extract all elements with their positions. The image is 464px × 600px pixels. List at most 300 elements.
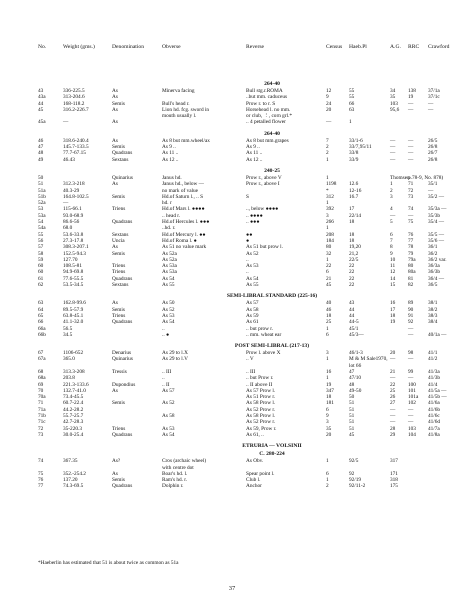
- cell-obverse: Minerva facing: [162, 88, 195, 94]
- cell-reverse: .. III: [246, 368, 256, 375]
- cell-denomination: Semis: [112, 477, 125, 484]
- cell-rrc: 74: [408, 206, 414, 213]
- cell-denomination: Uncia: [112, 237, 125, 244]
- cell-crawford: 38/2: [428, 306, 438, 313]
- cell-reverse: .. ●●●: [246, 219, 260, 226]
- cell-rrc: 138: [408, 88, 416, 94]
- cell-census: 1: [326, 200, 329, 207]
- cell-obverse: Hd.of Mercury l. ●●: [162, 231, 206, 238]
- cell-obverse: As 53a: [162, 269, 177, 276]
- cell-denomination: As?: [112, 458, 121, 465]
- cell-weight: 336-225.5: [63, 88, 85, 94]
- cell-census: 19: [326, 381, 332, 388]
- cell-no: 77: [38, 483, 44, 490]
- cell-haeb-pl: 49-50: [349, 387, 362, 394]
- cell-reverse: .., below ●●●●: [246, 206, 279, 213]
- cell-obverse: As 8 but mm.wheel/ax: [162, 137, 210, 144]
- cell-census: 6: [326, 470, 329, 477]
- cell-crawford: 41/5a —: [428, 387, 447, 394]
- section-heading: ETRURIA — VOLSINII: [242, 443, 302, 450]
- cell-obverse: Hd.of Roma l. ●: [162, 237, 197, 244]
- cell-crawford: 41/6c: [428, 413, 440, 420]
- cell-ag: —: [390, 150, 396, 157]
- cell-haeb-pl: 47: [349, 368, 355, 375]
- cell-denomination: As: [112, 300, 118, 307]
- header-census: Census: [326, 44, 343, 50]
- cell-rrc: 103: [408, 425, 416, 432]
- cell-crawford: 35/5 —: [428, 231, 445, 238]
- cell-weight: 77.6-55.5: [63, 275, 84, 282]
- cell-crawford: 41/1: [428, 350, 438, 357]
- cell-reverse: As 61, ..: [246, 431, 264, 438]
- cell-census: 347: [326, 387, 334, 394]
- cell-weight: 53.5-34.5: [63, 282, 84, 289]
- cell-weight: 152.5-94.3: [63, 250, 86, 257]
- table-row: [0, 332, 464, 338]
- cell-obverse: .. III: [162, 368, 172, 375]
- cell-no: 67: [38, 350, 44, 357]
- table-header: [0, 44, 464, 58]
- cell-no: 63: [38, 300, 44, 307]
- cell-denomination: Sextans: [112, 231, 129, 238]
- cell-no: 62: [38, 282, 44, 289]
- cell-ag: 18: [390, 312, 396, 319]
- cell-weight: 168-118.2: [63, 100, 85, 107]
- cell-denomination: Triens: [112, 263, 126, 270]
- cell-reverse: As 53: [246, 263, 259, 270]
- cell-crawford: 41/7a: [428, 425, 440, 432]
- cell-no: 74: [38, 458, 44, 465]
- cell-ag: —: [390, 156, 396, 163]
- cell-denomination: Quadrans: [112, 150, 133, 157]
- cell-haeb-pl: 18: [349, 219, 355, 226]
- cell-no: 44: [38, 100, 44, 107]
- cell-reverse: ●: [246, 237, 250, 244]
- cell-weight: 203.8: [63, 375, 75, 382]
- cell-obverse: Hd.of Saturn l., .. S: [162, 193, 204, 200]
- cell-rrc: 71: [408, 181, 414, 188]
- cell-weight: 312.3-218: [63, 181, 85, 188]
- cell-census: 1: [326, 477, 329, 484]
- cell-census: 6: [326, 331, 329, 338]
- cell-haeb-pl: 55: [349, 94, 355, 101]
- cell-weight: 44.2-28.2: [63, 406, 84, 413]
- cell-rrc: 104: [408, 431, 416, 438]
- cell-haeb-pl: 44: [349, 312, 355, 319]
- cell-haeb-pl: 18: [349, 237, 355, 244]
- cell-no: 51b: [38, 193, 46, 200]
- cell-no: 73: [38, 431, 44, 438]
- cell-haeb-pl: 19,20: [349, 244, 361, 251]
- cell-no: 53: [38, 206, 44, 213]
- cell-ag: 8: [390, 244, 393, 251]
- cell-weight: 68.0: [63, 225, 73, 232]
- cell-census: 35: [326, 425, 332, 432]
- cell-haeb-pl: 12-16: [349, 187, 362, 194]
- cell-census: 392: [326, 206, 334, 213]
- cell-no: 68a: [38, 375, 46, 382]
- cell-rrc: 79a: [408, 256, 416, 263]
- cell-no: 49: [38, 156, 44, 163]
- cell-obverse: As 53: [162, 312, 175, 319]
- cell-rrc: 73: [408, 193, 414, 200]
- section-heading: 264-40: [264, 130, 280, 137]
- cell-denomination: Semis: [112, 306, 125, 313]
- cell-census: 22: [326, 263, 332, 270]
- cell-rrc: 76: [408, 231, 414, 238]
- cell-haeb-pl: M & M Sale1970,: [349, 356, 388, 363]
- cell-crawford: 41/6a: [428, 400, 440, 407]
- cell-ag: 1: [390, 181, 393, 188]
- cell-haeb-pl: 92/5: [349, 458, 359, 465]
- cell-crawford: 36/2: [428, 250, 438, 257]
- cell-rrc: —: [408, 144, 414, 151]
- cell-crawford: 40/1a —: [428, 331, 447, 338]
- cell-obverse: As 51 no value mark: [162, 244, 207, 251]
- cell-haeb-pl: 55: [349, 88, 355, 94]
- cell-crawford: 36/3a: [428, 263, 440, 270]
- cell-ag: 35: [390, 94, 396, 101]
- cell-rrc: p.78-9, No. 878): [408, 174, 444, 181]
- cell-no: 60: [38, 269, 44, 276]
- cell-haeb-pl: 51: [349, 406, 355, 413]
- cell-no: 59: [38, 256, 44, 263]
- cell-reverse: As 58 Prow l.: [246, 413, 276, 420]
- cell-obverse: hd. r: [162, 200, 172, 207]
- cell-census: 266: [326, 219, 334, 226]
- cell-haeb-pl: lot 66: [349, 362, 362, 369]
- cell-obverse: Janus hd.: [162, 174, 182, 181]
- cell-denomination: Sextans: [112, 282, 129, 289]
- cell-no: 71b: [38, 413, 46, 420]
- cell-census: 1: [326, 225, 329, 232]
- cell-haeb-pl: 44-5: [349, 319, 359, 326]
- cell-ag: 3: [390, 193, 393, 200]
- header-obverse: Obverse: [162, 44, 181, 50]
- cell-census: 1: [326, 156, 329, 163]
- cell-weight: 115-66.1: [63, 206, 82, 213]
- cell-crawford: 37/1c: [428, 94, 440, 101]
- cell-rrc: 77: [408, 237, 414, 244]
- cell-weight: 313.3-208: [63, 368, 85, 375]
- cell-census: 1: [326, 174, 329, 181]
- table-row: [0, 119, 464, 125]
- cell-weight: 41.1-32.0: [63, 319, 84, 326]
- cell-weight: 318.6-240.4: [63, 137, 89, 144]
- cell-haeb-pl: 46/1-3: [349, 350, 363, 357]
- cell-no: 72: [38, 425, 44, 432]
- cell-ag: 11: [390, 263, 396, 270]
- cell-no: 54: [38, 219, 44, 226]
- cell-rrc: —: [408, 325, 414, 332]
- cell-obverse: mouth usually l.: [162, 113, 197, 120]
- cell-no: 66b: [38, 331, 46, 338]
- cell-ag: —: [390, 356, 396, 363]
- cell-obverse: As 52: [162, 400, 175, 407]
- cell-weight: 34.5: [63, 331, 73, 338]
- cell-crawford: 36/4 —: [428, 275, 445, 282]
- header-crawford: Crawford: [428, 44, 450, 50]
- cell-ag: 29: [390, 431, 396, 438]
- cell-haeb-pl: 12.6: [349, 181, 359, 188]
- cell-haeb-pl: 44: [349, 306, 355, 313]
- section-heading: POST SEMI-LIBRAL (217-13): [234, 343, 310, 350]
- cell-weight: —: [63, 119, 69, 126]
- cell-crawford: 41/2: [428, 356, 438, 363]
- cell-haeb-pl: 21,2: [349, 250, 359, 257]
- cell-ag: 175: [390, 483, 398, 490]
- cell-reverse: As 8 but mm.grapes: [246, 137, 289, 144]
- cell-ag: 318: [390, 477, 398, 484]
- cell-haeb-pl: 22: [349, 275, 355, 282]
- cell-reverse: Anchor: [246, 483, 262, 490]
- cell-crawford: 35/1: [428, 181, 438, 188]
- cell-no: 66: [38, 319, 44, 326]
- cell-obverse: .. II: [162, 381, 170, 388]
- cell-reverse: .. 4 petalled flower: [246, 119, 286, 126]
- cell-obverse: As 50: [162, 300, 175, 307]
- cell-obverse: As 52a: [162, 250, 177, 257]
- cell-census: 12: [326, 88, 332, 94]
- cell-haeb-pl: 1: [349, 119, 352, 126]
- cell-reverse: As Obv.: [246, 458, 264, 465]
- cell-census: —: [326, 119, 332, 126]
- cell-ag: 17: [390, 306, 396, 313]
- cell-ag: 28: [390, 425, 396, 432]
- cell-obverse: .. head r.: [162, 212, 181, 219]
- cell-census: 3: [326, 350, 329, 357]
- cell-ag: —: [390, 144, 396, 151]
- cell-weight: 73.4-45.5: [63, 394, 84, 401]
- cell-ag: —: [390, 137, 396, 144]
- cell-reverse: Prow r., above V: [246, 174, 282, 181]
- cell-ag: 9: [390, 250, 393, 257]
- cell-crawford: 37/1a: [428, 88, 440, 94]
- cell-haeb-pl: 50: [349, 394, 355, 401]
- cell-reverse: .. mm. wheat ear: [246, 331, 282, 338]
- cell-no: 56: [38, 237, 44, 244]
- cell-no: 68: [38, 368, 44, 375]
- header-reverse: Reverse: [246, 44, 265, 50]
- cell-denomination: Dupondius: [112, 381, 136, 388]
- cell-weight: 46.43: [63, 156, 75, 163]
- cell-no: 46: [38, 137, 44, 144]
- cell-ag: 22: [390, 381, 396, 388]
- cell-rrc: 80: [408, 263, 414, 270]
- cell-weight: 53.6-33.8: [63, 231, 84, 238]
- cell-denomination: Quadrans: [112, 275, 133, 282]
- cell-denomination: As: [112, 137, 118, 144]
- cell-no: 48: [38, 150, 44, 157]
- cell-weight: 162.8-99.6: [63, 300, 86, 307]
- cell-rrc: —: [408, 100, 414, 107]
- header-denomination: Denomination: [112, 44, 145, 50]
- cell-haeb-pl: 92/11-2: [349, 483, 366, 490]
- cell-census: 2: [326, 483, 329, 490]
- cell-rrc: 99: [408, 368, 414, 375]
- cell-no: 70: [38, 387, 44, 394]
- cell-crawford: 35/3a —: [428, 206, 447, 213]
- cell-weight: 77.7-67.15: [63, 150, 86, 157]
- cell-reverse: ..: [246, 269, 249, 276]
- cell-reverse: As 57: [246, 300, 259, 307]
- cell-haeb-pl: 51: [349, 425, 355, 432]
- cell-crawford: 36/3b: [428, 269, 441, 276]
- cell-rrc: —: [408, 406, 414, 413]
- cell-ag: 4: [390, 206, 393, 213]
- cell-obverse: no mark of value: [162, 187, 199, 194]
- cell-ag: 16: [390, 300, 396, 307]
- cell-no: 57: [38, 244, 44, 251]
- cell-census: 18: [326, 394, 332, 401]
- header-no: No.: [38, 44, 47, 50]
- cell-weight: 56.5: [63, 325, 73, 332]
- cell-rrc: 100: [408, 381, 416, 388]
- cell-ag: 15: [390, 282, 396, 289]
- cell-rrc: 81: [408, 275, 414, 282]
- cell-denomination: As: [112, 470, 118, 477]
- cell-weight: 89.5-57.9: [63, 306, 84, 313]
- cell-census: 45: [326, 282, 332, 289]
- cell-crawford: 35/2 —: [428, 193, 445, 200]
- cell-rrc: 101: [408, 387, 416, 394]
- coin-table: [0, 80, 464, 490]
- table-row: [0, 432, 464, 438]
- cell-no: 60: [38, 263, 44, 270]
- cell-reverse: ..but mm. caduceus: [246, 94, 288, 101]
- cell-rrc: —: [408, 137, 414, 144]
- cell-reverse: As 58 Prow l.: [246, 400, 276, 407]
- cell-weight: 30.0-25.4: [63, 431, 84, 438]
- cell-ag: 12: [390, 269, 396, 276]
- cell-obverse: Cros (archaic wheel): [162, 458, 207, 465]
- cell-denomination: Denarius: [112, 350, 132, 357]
- cell-obverse: As 11 ..: [162, 150, 179, 157]
- cell-ag: —: [390, 406, 396, 413]
- cell-denomination: Triens: [112, 312, 126, 319]
- cell-rrc: —: [408, 106, 414, 113]
- cell-rrc: 101a: [408, 394, 419, 401]
- cell-ag: 5: [390, 219, 393, 226]
- cell-crawford: 41/3b: [428, 375, 441, 382]
- cell-no: 51a: [38, 187, 46, 194]
- cell-reverse: .. II above II: [246, 381, 273, 388]
- cell-no: 54a: [38, 225, 46, 232]
- cell-obverse: Hd.of Hercules l. ●●●: [162, 219, 210, 226]
- cell-haeb-pl: 16.7: [349, 193, 359, 200]
- cell-ag: 317: [390, 458, 398, 465]
- cell-reverse: .. but Prow r.: [246, 375, 274, 382]
- cell-reverse: As 55: [246, 282, 259, 289]
- cell-ag: —: [390, 212, 396, 219]
- cell-census: 3: [326, 212, 329, 219]
- cell-denomination: As: [112, 244, 118, 251]
- cell-weight: 127.70: [63, 256, 78, 263]
- cell-rrc: 19: [408, 94, 414, 101]
- cell-reverse: or club, ⋮, corn grl.*: [246, 113, 293, 120]
- cell-denomination: Triens: [112, 425, 126, 432]
- cell-denomination: Semis: [112, 400, 125, 407]
- cell-census: 16: [326, 368, 332, 375]
- cell-denomination: Semis: [112, 193, 125, 200]
- cell-obverse: As 54: [162, 275, 175, 282]
- cell-no: 50: [38, 174, 44, 181]
- cell-denomination: As: [112, 119, 118, 126]
- cell-rrc: —: [408, 413, 414, 420]
- cell-weight: 365.0: [63, 356, 75, 363]
- cell-reverse: Prow l. above X: [246, 350, 281, 357]
- cell-obverse: Lion hd. fcg. sword in: [162, 106, 210, 113]
- cell-ag: 6: [390, 231, 393, 238]
- cell-no: 67a: [38, 356, 46, 363]
- cell-weight: 137.20: [63, 477, 78, 484]
- cell-no: 55: [38, 231, 44, 238]
- cell-rrc: —: [408, 419, 414, 426]
- cell-weight: 93.0-68.9: [63, 212, 84, 219]
- cell-ag: 7: [390, 237, 393, 244]
- cell-reverse: Club l.: [246, 477, 261, 484]
- cell-obverse: As 57: [162, 387, 175, 394]
- cell-weight: 308.3-207.1: [63, 244, 89, 251]
- cell-crawford: —: [428, 187, 434, 194]
- cell-no: 66a: [38, 325, 46, 332]
- cell-census: 24: [326, 100, 332, 107]
- cell-obverse: .. ●: [162, 331, 170, 338]
- cell-no: 76: [38, 477, 44, 484]
- cell-ag: —: [390, 419, 396, 426]
- cell-weight: 60.7-22.4: [63, 400, 84, 407]
- cell-census: 1: [326, 256, 329, 263]
- cell-weight: 221.3-133.6: [63, 381, 89, 388]
- cell-ag: 21: [390, 368, 396, 375]
- cell-census: 21: [326, 275, 332, 282]
- cell-weight: 313-204.6: [63, 94, 85, 101]
- cell-denomination: Triens: [112, 269, 126, 276]
- cell-ag: 103: [390, 100, 398, 107]
- cell-rrc: 80a: [408, 269, 416, 276]
- cell-reverse: S: [246, 193, 249, 200]
- cell-crawford: 35/3b: [428, 212, 441, 219]
- cell-no: 45a: [38, 119, 46, 126]
- cell-crawford: 41/5b —: [428, 394, 447, 401]
- cell-crawford: 41/6d: [428, 419, 441, 426]
- cell-obverse: Dolphin r.: [162, 483, 184, 490]
- cell-rrc: 78: [408, 244, 414, 251]
- cell-census: 2: [326, 150, 329, 157]
- cell-reverse: As 59, Prow r.: [246, 425, 277, 432]
- cell-no: 43: [38, 88, 44, 94]
- cell-denomination: As: [112, 88, 118, 94]
- cell-census: 312: [326, 193, 334, 200]
- cell-crawford: 38/3: [428, 312, 438, 319]
- cell-haeb-pl: 66: [349, 100, 355, 107]
- table-row: [0, 483, 464, 489]
- cell-denomination: As: [112, 181, 118, 188]
- cell-reverse: Horsehead l. no mm.: [246, 106, 291, 113]
- cell-census: 1198: [326, 181, 337, 188]
- cell-obverse: ..: [162, 375, 165, 382]
- cell-denomination: Semis: [112, 250, 125, 257]
- cell-weight: 35-220.3: [63, 425, 82, 432]
- cell-reverse: As 52 Prow r.: [246, 419, 276, 426]
- cell-weight: —: [63, 200, 69, 207]
- cell-crawford: 41/8a: [428, 431, 440, 438]
- cell-ag: 171: [390, 470, 398, 477]
- cell-reverse: .. but prow r.: [246, 325, 274, 332]
- cell-no: 52a: [38, 200, 46, 207]
- cell-ag: 2: [390, 187, 393, 194]
- cell-weight: 316.2-226.7: [63, 106, 89, 113]
